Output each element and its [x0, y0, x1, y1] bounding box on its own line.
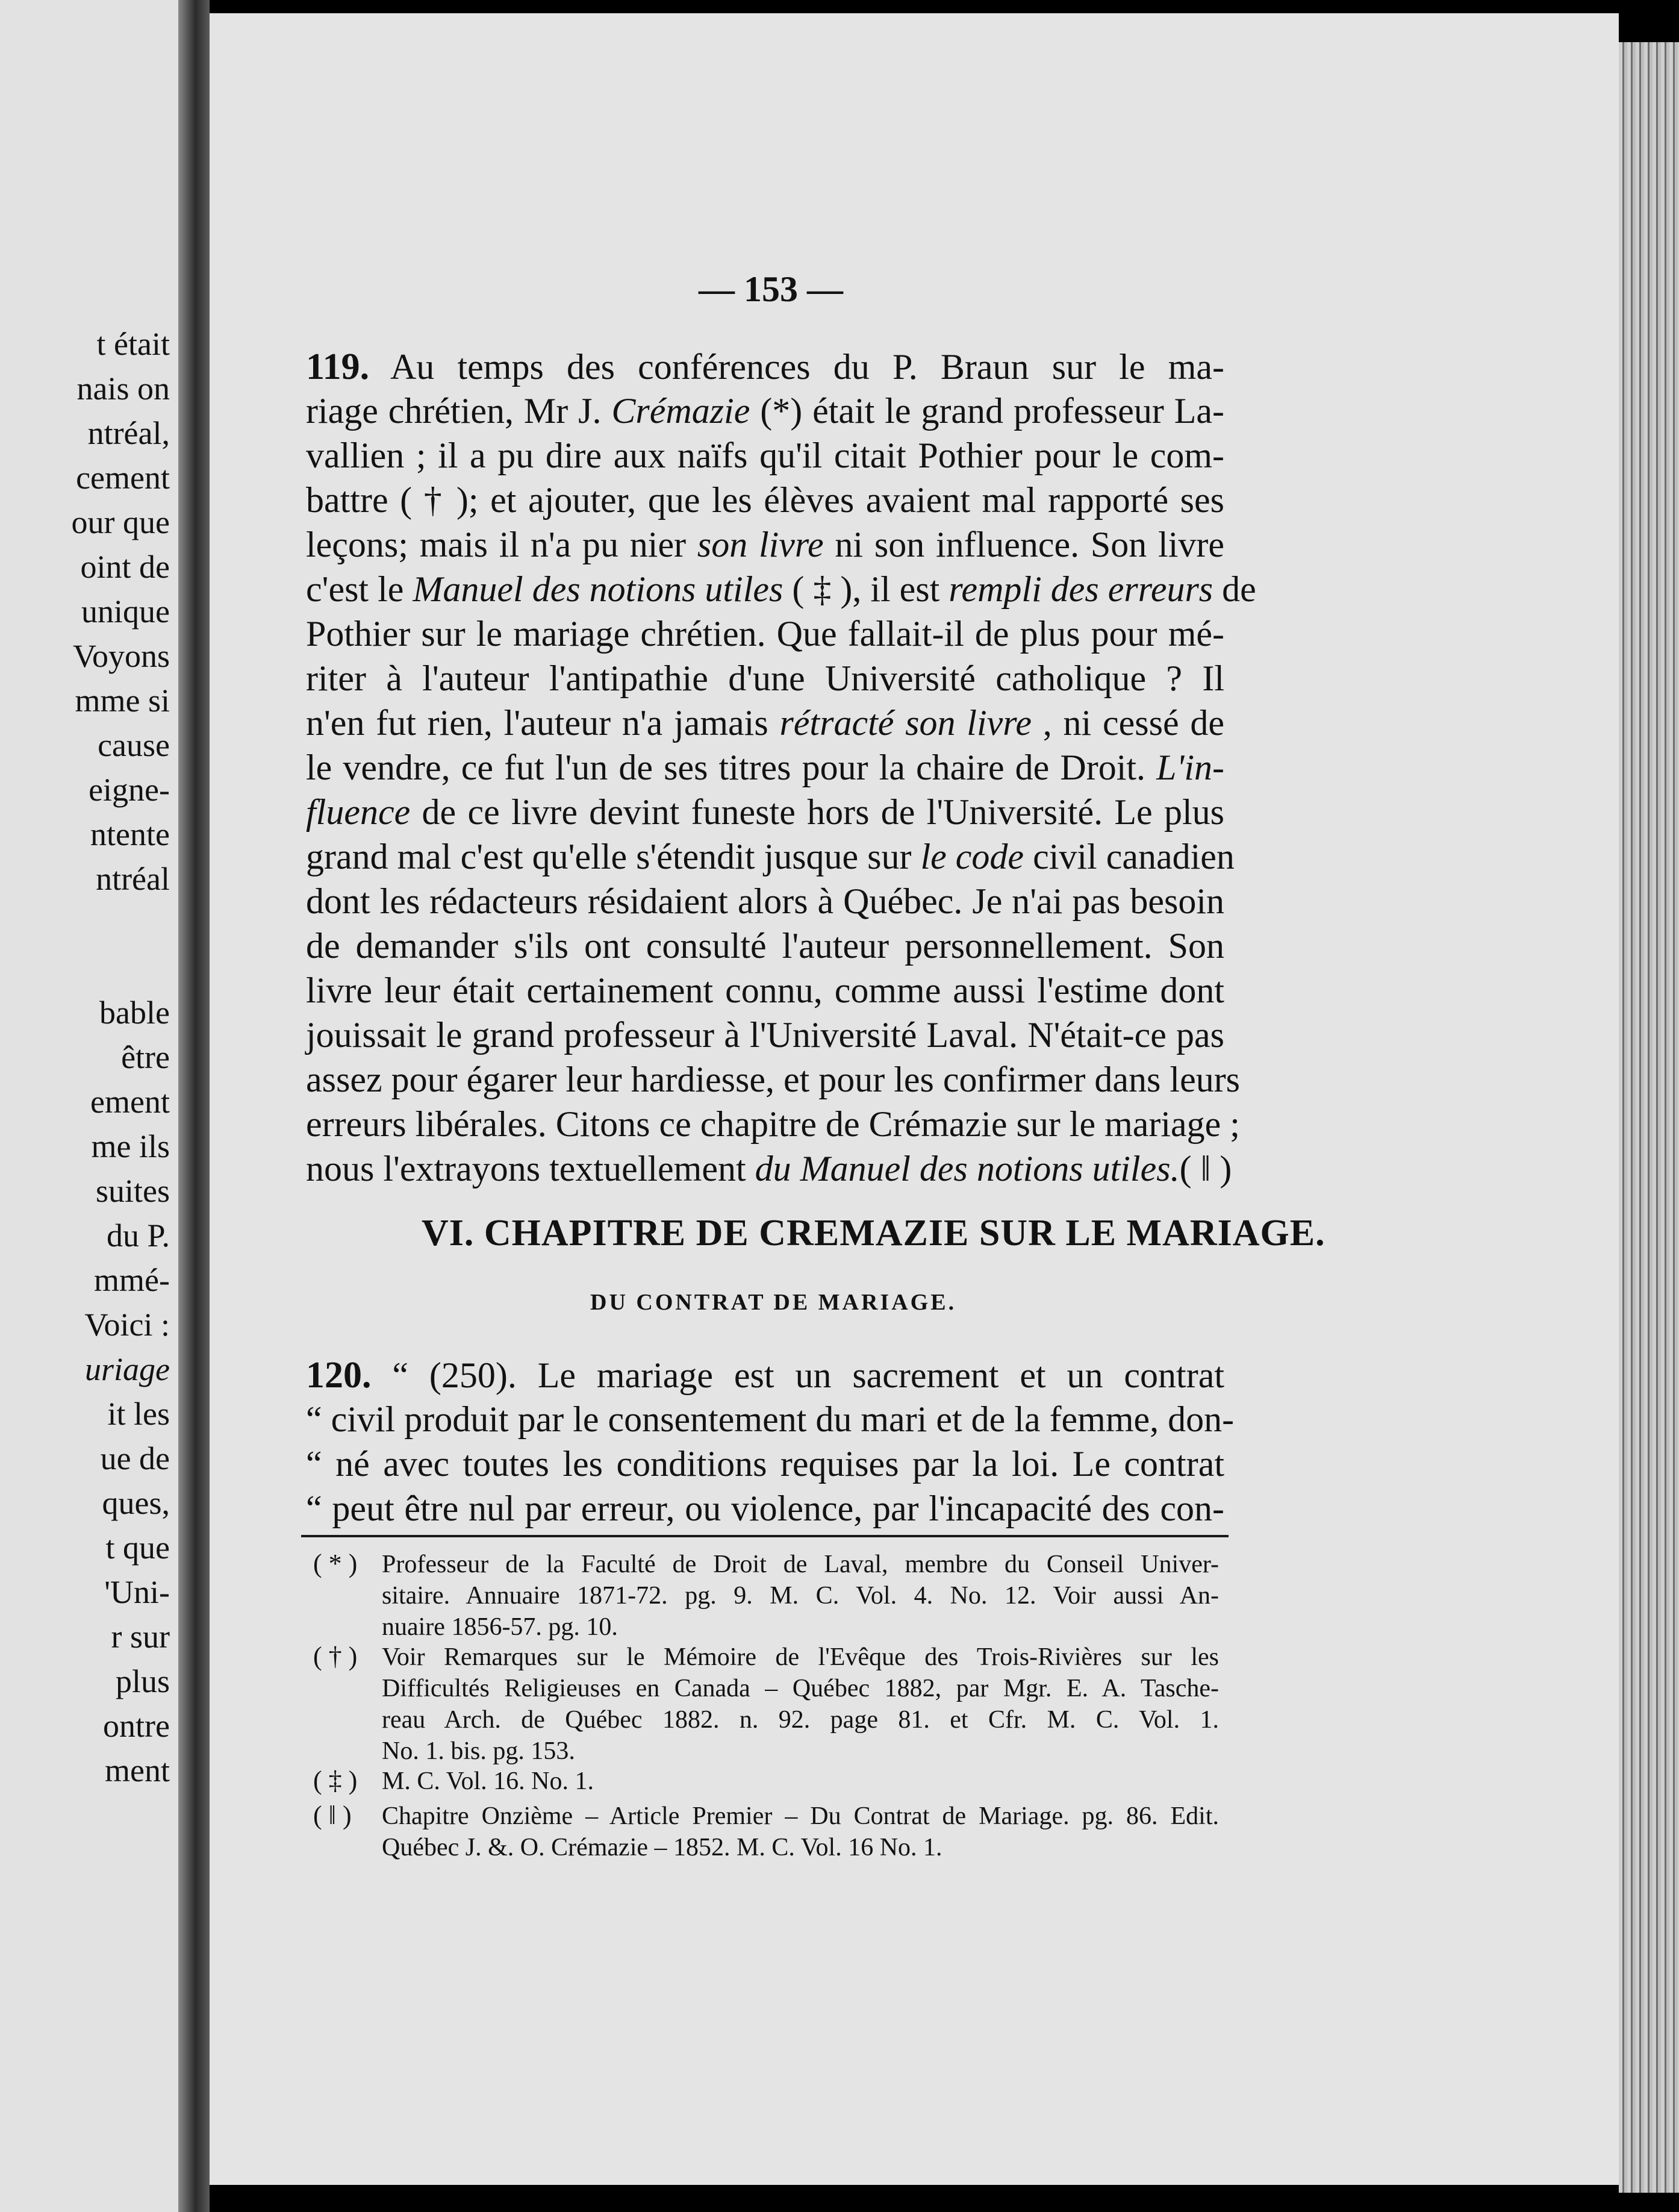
left-fragment: cause: [98, 727, 170, 763]
text-line: Pothier sur le mariage chrétien. Que fallait-il de plus pour mé-: [306, 614, 1224, 654]
text-line: riage chrétien, Mr J. Crémazie (*) était le grand professeur La-: [306, 391, 1225, 431]
text-line: “ né avec toutes les conditions requises par la loi. Le contrat: [306, 1444, 1224, 1484]
text-line: 119. Au temps des conférences du P. Braun sur le ma-: [306, 346, 1224, 387]
footnote-mark: ( * ): [313, 1549, 358, 1578]
text-line: livre leur était certainement connu, comme aussi l'estime dont: [306, 970, 1224, 1010]
text-line: nous l'extrayons textuellement du Manuel des notions utiles.( ‖ ): [306, 1149, 1232, 1189]
left-fragment: être: [121, 1039, 170, 1075]
footnote-line: Québec J. &. O. Crémazie – 1852. M. C. Vol. 16 No. 1.: [382, 1834, 942, 1861]
text-line: c'est le Manuel des notions utiles ( ‡ ), il est rempli des erreurs de: [306, 569, 1256, 609]
footnote-line: reau Arch. de Québec 1882. n. 92. page 81. et Cfr. M. C. Vol. 1.: [382, 1706, 1219, 1734]
left-fragment: me ils: [91, 1128, 170, 1164]
left-fragment: ue de: [100, 1440, 170, 1476]
paragraph-number: 119.: [306, 346, 370, 387]
footnote-line: M. C. Vol. 16. No. 1.: [382, 1767, 594, 1795]
left-fragment: ntréal,: [87, 415, 170, 451]
text-line: erreurs libérales. Citons ce chapitre de Crémazie sur le mariage ;: [306, 1104, 1240, 1144]
text-line: assez pour égarer leur hardiesse, et pour les confirmer dans leurs: [306, 1060, 1241, 1099]
footnote-line: Difficultés Religieuses en Canada – Québec 1882, par Mgr. E. A. Tasche-: [382, 1675, 1219, 1702]
left-fragment: suites: [95, 1173, 170, 1209]
left-fragment: ntréal: [96, 861, 170, 897]
book-gutter: [178, 0, 210, 2212]
footnote-mark: ( ‖ ): [313, 1801, 352, 1830]
left-fragment: unique: [81, 593, 170, 630]
left-fragment: ques,: [102, 1485, 170, 1521]
footnote-line: No. 1. bis. pg. 153.: [382, 1737, 575, 1765]
left-fragment: our que: [71, 504, 170, 540]
left-fragment: t que: [105, 1529, 170, 1566]
footnote-line: nuaire 1856-57. pg. 10.: [382, 1613, 618, 1641]
text-line: dont les rédacteurs résidaient alors à Québec. Je n'ai pas besoin: [306, 881, 1224, 921]
left-fragment: nais on: [76, 370, 170, 407]
page-edge: [1619, 42, 1679, 2193]
text-line: le vendre, ce fut l'un de ses titres pour la chaire de Droit. L'in-: [306, 748, 1224, 787]
footnote-line: Professeur de la Faculté de Droit de Laval, membre du Conseil Univer-: [382, 1551, 1219, 1578]
text-line: jouissait le grand professeur à l'Université Laval. N'était-ce pas: [306, 1015, 1224, 1055]
text-line: grand mal c'est qu'elle s'étendit jusque sur le code civil canadien: [306, 837, 1235, 876]
left-fragment: plus: [115, 1663, 170, 1699]
paragraph-number: 120.: [306, 1355, 372, 1396]
section-subheading: DU CONTRAT DE MARIAGE.: [590, 1290, 957, 1315]
text-line: vallien ; il a pu dire aux naïfs qu'il citait Pothier pour le com-: [306, 436, 1224, 475]
left-fragment: mme si: [75, 683, 170, 719]
text-line: de demander s'ils ont consulté l'auteur personnellement. Son: [306, 926, 1224, 966]
left-fragment: Voyons: [72, 638, 170, 674]
footnote-line: sitaire. Annuaire 1871-72. pg. 9. M. C. Vol. 4. No. 12. Voir aussi An-: [382, 1582, 1219, 1610]
left-fragment: cement: [76, 460, 170, 496]
left-fragment: uriage: [85, 1351, 170, 1387]
left-fragment: r sur: [111, 1619, 170, 1655]
text-line: 120. “ (250). Le mariage est un sacrement et un contrat: [306, 1355, 1224, 1396]
footnote-line: Voir Remarques sur le Mémoire de l'Evêque des Trois-Rivières sur les: [382, 1643, 1219, 1671]
left-fragment: 'Uni-: [104, 1574, 170, 1610]
left-fragment: oint de: [80, 549, 170, 585]
left-fragment: bable: [99, 995, 170, 1031]
left-fragment: ement: [90, 1084, 170, 1120]
text-line: battre ( † ); et ajouter, que les élèves avaient mal rapporté ses: [306, 480, 1224, 520]
text-line: leçons; mais il n'a pu nier son livre ni son influence. Son livre: [306, 525, 1224, 564]
left-fragment: Voici :: [84, 1307, 170, 1343]
left-fragment: ment: [105, 1752, 170, 1789]
left-fragment: ontre: [103, 1708, 170, 1744]
text-line: riter à l'auteur l'antipathie d'une Université catholique ? Il: [306, 658, 1224, 698]
section-heading: VI. CHAPITRE DE CREMAZIE SUR LE MARIAGE.: [422, 1213, 1325, 1254]
text-line: n'en fut rien, l'auteur n'a jamais rétracté son livre , ni cessé de: [306, 703, 1224, 743]
page-number: — 153 —: [699, 269, 843, 309]
left-fragment: ntente: [90, 816, 170, 852]
footnote-mark: ( † ): [313, 1642, 358, 1671]
left-fragment: it les: [107, 1396, 170, 1432]
left-fragment: du P.: [106, 1217, 170, 1254]
text-line: fluence de ce livre devint funeste hors de l'Université. Le plus: [306, 792, 1224, 832]
left-fragment: mmé-: [94, 1262, 170, 1298]
left-fragment: t était: [96, 326, 170, 362]
text-line: “ civil produit par le consentement du mari et de la femme, don-: [306, 1399, 1235, 1439]
footnote-line: Chapitre Onzième – Article Premier – Du Contrat de Mariage. pg. 86. Edit.: [382, 1802, 1219, 1830]
footnote-mark: ( ‡ ): [313, 1766, 358, 1795]
footnote-rule: [301, 1535, 1229, 1537]
text-line: “ peut être nul par erreur, ou violence, par l'incapacité des con-: [306, 1489, 1224, 1528]
left-fragment: eigne-: [89, 772, 170, 808]
left-facing-page: [0, 0, 178, 2212]
